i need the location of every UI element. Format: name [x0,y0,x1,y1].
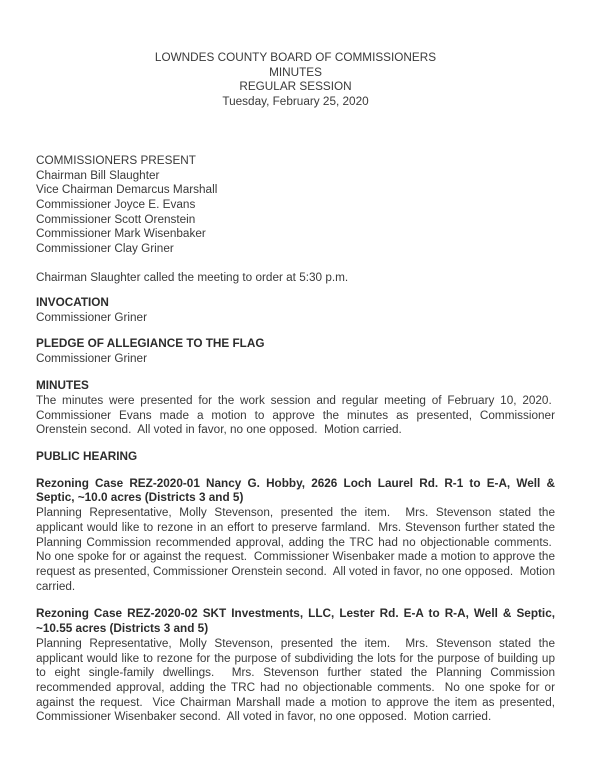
commissioners-present-section [36,154,555,257]
pledge-body: Commissioner Griner [36,351,147,365]
minutes-section [36,379,555,438]
pledge-heading: PLEDGE OF ALLEGIANCE TO THE FLAG [36,336,265,350]
commissioner-name: Commissioner Mark Wisenbaker [36,227,206,241]
rezoning-case-heading: Rezoning Case REZ-2020-01 Nancy G. Hobby, 2626 Loch Laurel Rd. R-1 to E-A, Well & Septic, ~10.0 acres (Districts 3 and 5) [36,476,555,505]
public-hearing-section [36,450,555,465]
header-session-type: REGULAR SESSION [239,80,352,94]
commissioner-name: Vice Chairman Demarcus Marshall [36,183,218,197]
invocation-body: Commissioner Griner [36,311,147,325]
header-document-type: MINUTES [269,65,322,79]
rezoning-case-heading: Rezoning Case REZ-2020-02 SKT Investments, LLC, Lester Rd. E-A to R-A, Well & Septic, ~10.55 acres (Districts 3 and 5) [36,607,555,636]
commissioner-name: Commissioner Joyce E. Evans [36,197,196,211]
rezoning-case-body: Planning Representative, Molly Stevenson, presented the item. Mrs. Stevenson stated the applicant would like to rezone in an effort to preserve farmland. Mrs. Stevenson further stated the Planning Commission recommended approval, adding the TRC had no objectionable comments. No one spoke for or against the request. Commissioner Wisenbaker made a motion to approve the request as presented, Commissioner Orenstein second. All voted in favor, no one opposed. Motion carried. [36,506,555,593]
commissioner-name: Commissioner Scott Orenstein [36,212,196,226]
rezoning-case [36,477,555,595]
document-header [36,51,555,110]
header-organization: LOWNDES COUNTY BOARD OF COMMISSIONERS [154,51,437,64]
public-hearing-heading: PUBLIC HEARING [36,450,138,464]
call-to-order-statement: Chairman Slaughter called the meeting to order at 5:30 p.m. [36,270,349,284]
invocation-heading: INVOCATION [36,296,109,310]
commissioners-present-heading: COMMISSIONERS PRESENT [36,153,196,167]
rezoning-case-body: Planning Representative, Molly Stevenson, presented the item. Mrs. Stevenson stated the applicant would like to rezone for the purpose of subdividing the lots for the purpose of building up to eight single-family dwellings. Mrs. Stevenson further stated the Planning Commission recommended approval, adding the TRC had no objectionable comments. No one spoke for or against the request. Vice Chairman Marshall made a motion to approve the item as presented, Commissioner Wisenbaker second. All voted in favor, no one opposed. Motion carried. [36,636,555,724]
minutes-body: The minutes were presented for the work session and regular meeting of February 10, 2020. Commissioner Evans made a motion to approve the minutes as presented, Commissioner Orenstein second. All voted in favor, no one opposed. Motion carried. [36,393,555,437]
minutes-heading: MINUTES [36,379,89,393]
commissioner-name: Chairman Bill Slaughter [36,168,160,182]
header-date: Tuesday, February 25, 2020 [222,95,369,109]
pledge-section [36,337,555,366]
invocation-section [36,296,555,325]
commissioner-name: Commissioner Clay Griner [36,242,174,256]
rezoning-case [36,607,555,725]
